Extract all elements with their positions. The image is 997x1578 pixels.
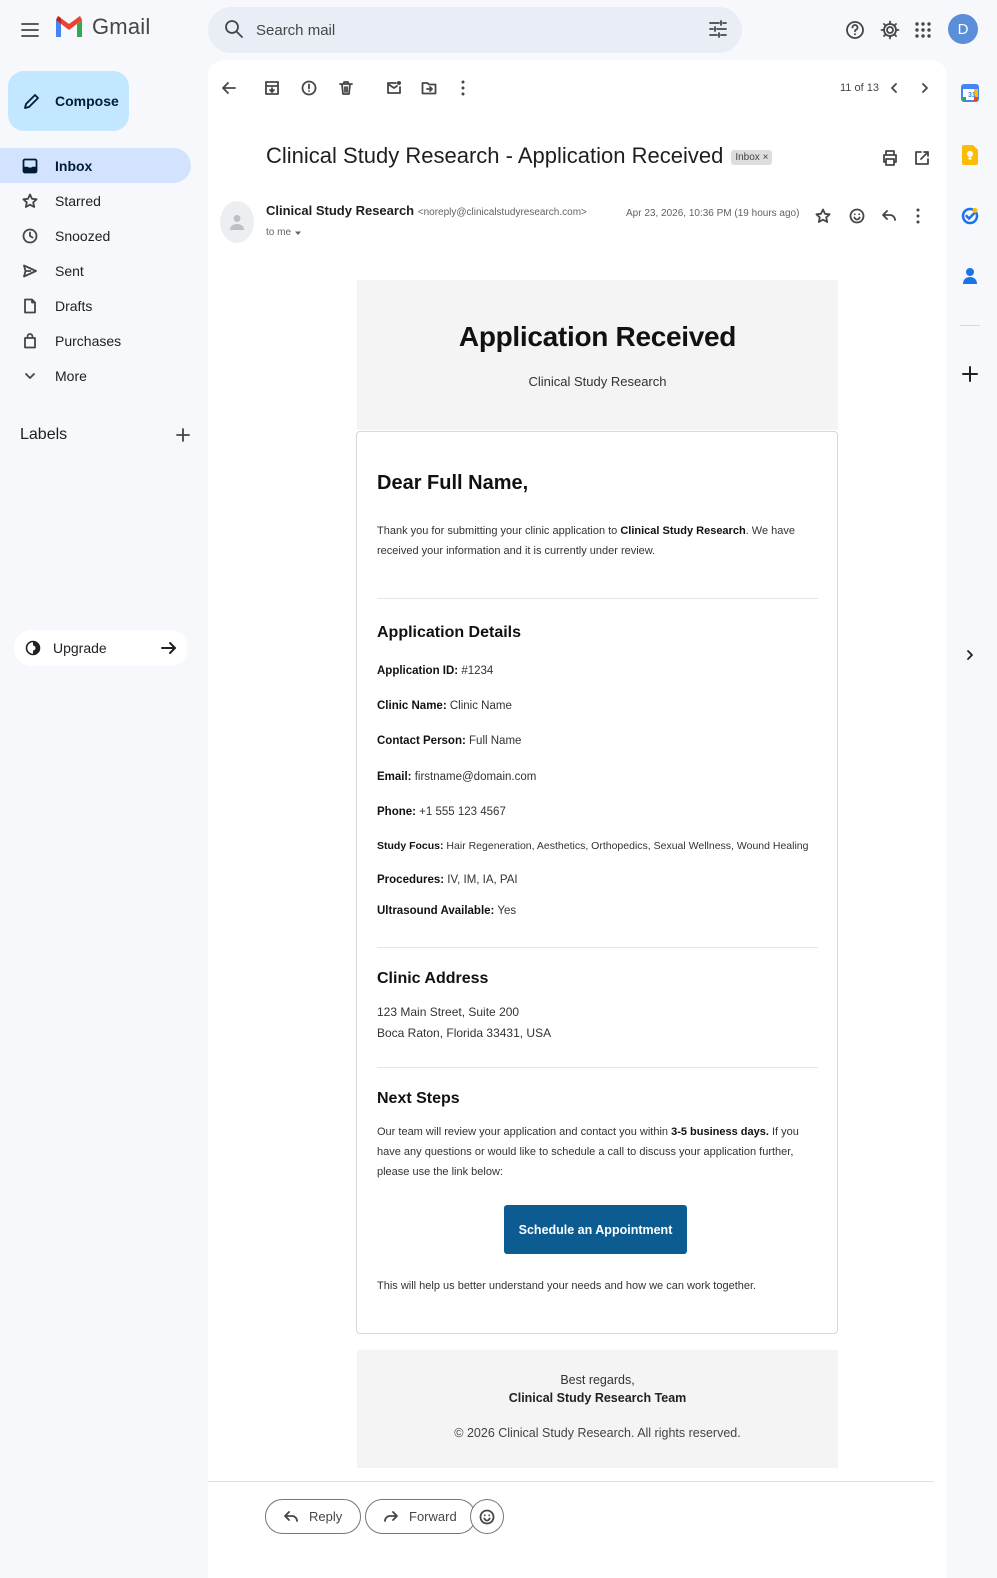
keep-icon [962,145,978,165]
detail-application-id [377,665,493,677]
search-input[interactable] [256,17,676,43]
calendar-app-button[interactable] [959,82,981,104]
detail-label: Contact Person: [377,735,466,747]
sidebar-item-snoozed[interactable] [0,218,191,253]
sidebar-item-label: Purchases [55,332,122,349]
upgrade-button[interactable] [14,630,188,666]
bag-icon [22,333,38,349]
detail-study-focus [377,840,809,852]
closing-paragraph: This will help us better understand your needs and how we can work together. [377,1280,757,1292]
message-toolbar [208,72,947,104]
email-title: Application Received [458,321,737,352]
detail-phone [377,806,506,818]
next-steps-paragraph [377,1122,823,1182]
contacts-icon [962,267,978,285]
email-body-card [356,431,838,1334]
apps-button[interactable] [910,14,936,46]
add-label-icon[interactable] [176,428,190,442]
sidebar-item-sent[interactable] [0,253,191,288]
recipient-details[interactable] [266,227,302,238]
mark-unread-button[interactable] [382,76,406,100]
divider [377,947,818,948]
upgrade-label: Upgrade [53,640,107,656]
account-avatar[interactable]: D [948,14,978,44]
caret-down-icon [294,229,302,237]
detail-value: Full Name [465,735,522,747]
trash-icon [338,80,354,96]
pagination-text: 11 of 13 [840,82,879,94]
contacts-app-button[interactable] [959,265,981,287]
team-signature: Clinical Study Research Team [508,1391,687,1405]
print-icon [881,149,899,167]
show-side-panel-button[interactable] [959,644,981,666]
chevron-right-icon [919,82,931,94]
sidebar-item-more[interactable] [0,358,191,393]
detail-value: Hair Regeneration, Aesthetics, Orthopedics, Sexual Wellness, Wound Healing [443,840,809,852]
star-icon [22,193,38,209]
report-spam-button[interactable] [297,76,321,100]
sidebar-item-label: Snoozed [55,227,111,244]
star-outline-icon [815,208,831,224]
intro-text-end: . We have received your information and it is currently under review. [377,525,795,557]
sender-name[interactable]: Clinical Study Research [266,203,415,218]
more-vert-icon [461,80,465,96]
next-steps-heading: Next Steps [377,1090,460,1107]
reply-button[interactable] [265,1499,361,1534]
older-button[interactable] [913,76,937,100]
sidebar-item-label: Starred [55,192,101,209]
reply-icon [283,1510,299,1524]
sidebar-item-label: Inbox [55,157,93,174]
top-bar [0,0,997,60]
sidebar-item-purchases[interactable] [0,323,191,358]
reply-label: Reply [309,1509,343,1524]
sidebar-item-label: Sent [55,262,84,279]
detail-value: IV, IM, IA, PAI [444,874,518,886]
subject-line [266,143,772,169]
emoji-icon [849,208,865,224]
more-vert-icon [916,208,920,224]
message-more-button[interactable] [907,205,929,227]
search-options-icon[interactable] [708,19,728,39]
open-in-new-icon [914,150,930,166]
svg-text:31: 31 [968,92,976,99]
address-line-1: 123 Main Street, Suite 200 [377,1005,520,1019]
intro-org: Clinical Study Research [620,525,746,537]
gmail-logo[interactable] [54,14,150,40]
detail-value[interactable]: firstname@domain.com [411,771,537,783]
print-button[interactable] [880,148,900,168]
detail-email [377,771,536,783]
inbox-icon [22,158,38,174]
emoji-icon [479,1509,495,1525]
sender-avatar [220,201,254,243]
delete-button[interactable] [334,76,358,100]
help-icon [845,20,865,40]
next-text: Our team will review your application and contact you within [377,1126,672,1138]
sidebar-item-inbox[interactable] [0,148,191,183]
folder-move-icon [421,80,437,96]
send-icon [22,263,38,279]
detail-label: Study Focus: [377,840,444,852]
reply-divider [208,1481,934,1482]
rail-divider [960,325,980,326]
keep-app-button[interactable] [959,144,981,166]
get-addons-button[interactable] [959,363,981,385]
app-name: Gmail [92,14,151,39]
open-new-window-button[interactable] [912,148,932,168]
gmail-m-icon [54,15,84,39]
search-bar [208,7,742,53]
recipient-text: to me [266,227,292,238]
chevron-left-icon [888,82,900,94]
reply-icon-button[interactable] [878,205,900,227]
next-text-end: If you have any questions or would like to schedule a call to discuss your application further, please use the link below: [377,1126,799,1178]
clock-icon [22,228,38,244]
archive-button[interactable] [260,76,284,100]
inbox-badge[interactable]: Inbox × [731,150,772,165]
detail-label: Phone: [377,806,416,818]
email-org: Clinical Study Research [528,374,667,389]
support-button[interactable] [842,14,868,46]
greeting: Dear Full Name, [377,472,529,494]
detail-procedures [377,874,518,886]
labels-heading: Labels [20,426,68,443]
detail-ultrasound [377,905,516,917]
message-date: Apr 23, 2026, 10:36 PM (19 hours ago) [626,208,800,219]
detail-value: #1234 [458,665,494,677]
detail-label: Email: [377,771,412,783]
forward-button[interactable] [365,1499,476,1534]
archive-icon [264,80,280,96]
detail-clinic-name [377,700,512,712]
sender-info [266,203,587,218]
search-icon[interactable] [224,19,244,39]
settings-button[interactable] [877,14,903,46]
forward-icon [383,1510,399,1524]
react-button[interactable] [470,1499,504,1534]
detail-value: Yes [494,905,517,917]
calendar-icon [961,84,979,102]
newer-button[interactable] [882,76,906,100]
back-button[interactable] [217,76,241,100]
draft-icon [22,298,38,314]
hamburger-icon [20,22,40,38]
side-panel-rail [947,60,997,1578]
nav-list [0,148,206,393]
email-subject: Clinical Study Research - Application Received [266,143,724,168]
sidebar [0,60,206,1578]
sender-email: <noreply@clinicalstudyresearch.com> [417,207,587,218]
address-line-2: Boca Raton, Florida 33431, USA [377,1026,552,1040]
add-reaction-button[interactable] [846,205,868,227]
pencil-icon [23,92,41,110]
details-heading: Application Details [377,624,522,641]
plus-icon [962,366,978,382]
apps-grid-icon [915,22,931,38]
labels-header [20,423,190,447]
address-heading: Clinic Address [377,970,489,987]
detail-value: +1 555 123 4567 [415,806,506,818]
intro-paragraph [377,521,823,561]
compose-label: Compose [55,93,119,109]
sidebar-item-label: More [55,367,87,384]
storage-icon [25,640,41,656]
alert-icon [301,80,317,96]
reply-icon [881,208,897,224]
main-menu-button[interactable] [16,16,44,44]
divider [377,1067,818,1068]
next-timeframe: 3-5 business days. [671,1126,769,1138]
detail-value: Clinic Name [446,700,512,712]
arrow-right-icon [160,639,178,657]
message-view [208,60,947,1578]
tasks-icon [961,207,979,225]
sidebar-item-label: Drafts [55,297,93,314]
detail-label: Procedures: [377,874,445,886]
detail-label: Clinic Name: [377,700,447,712]
tasks-app-button[interactable] [959,205,981,227]
chevron-right-icon [964,649,976,661]
email-header-card [357,280,838,430]
copyright-text: © 2026 Clinical Study Research. All rights reserved. [454,1426,741,1440]
schedule-appointment-button[interactable]: Schedule an Appointment [504,1205,687,1254]
more-actions-button[interactable] [451,76,475,100]
divider [377,598,818,599]
person-icon [228,213,246,231]
detail-label: Ultrasound Available: [377,905,495,917]
detail-contact-person [377,735,521,747]
regards-text: Best regards, [560,1373,635,1387]
move-to-button[interactable] [417,76,441,100]
chevron-down-icon [23,369,37,383]
email-footer-card [357,1350,838,1468]
detail-label: Application ID: [377,665,459,677]
intro-text: Thank you for submitting your clinic application to [377,525,621,537]
arrow-left-icon [221,80,237,96]
mail-unread-icon [386,80,402,96]
forward-label: Forward [409,1509,457,1524]
compose-button[interactable] [8,71,129,131]
sidebar-item-starred[interactable] [0,183,191,218]
star-button[interactable] [812,205,834,227]
inbox-badge-label: Inbox [735,151,760,163]
sidebar-item-drafts[interactable] [0,288,191,323]
gear-icon [880,20,900,40]
